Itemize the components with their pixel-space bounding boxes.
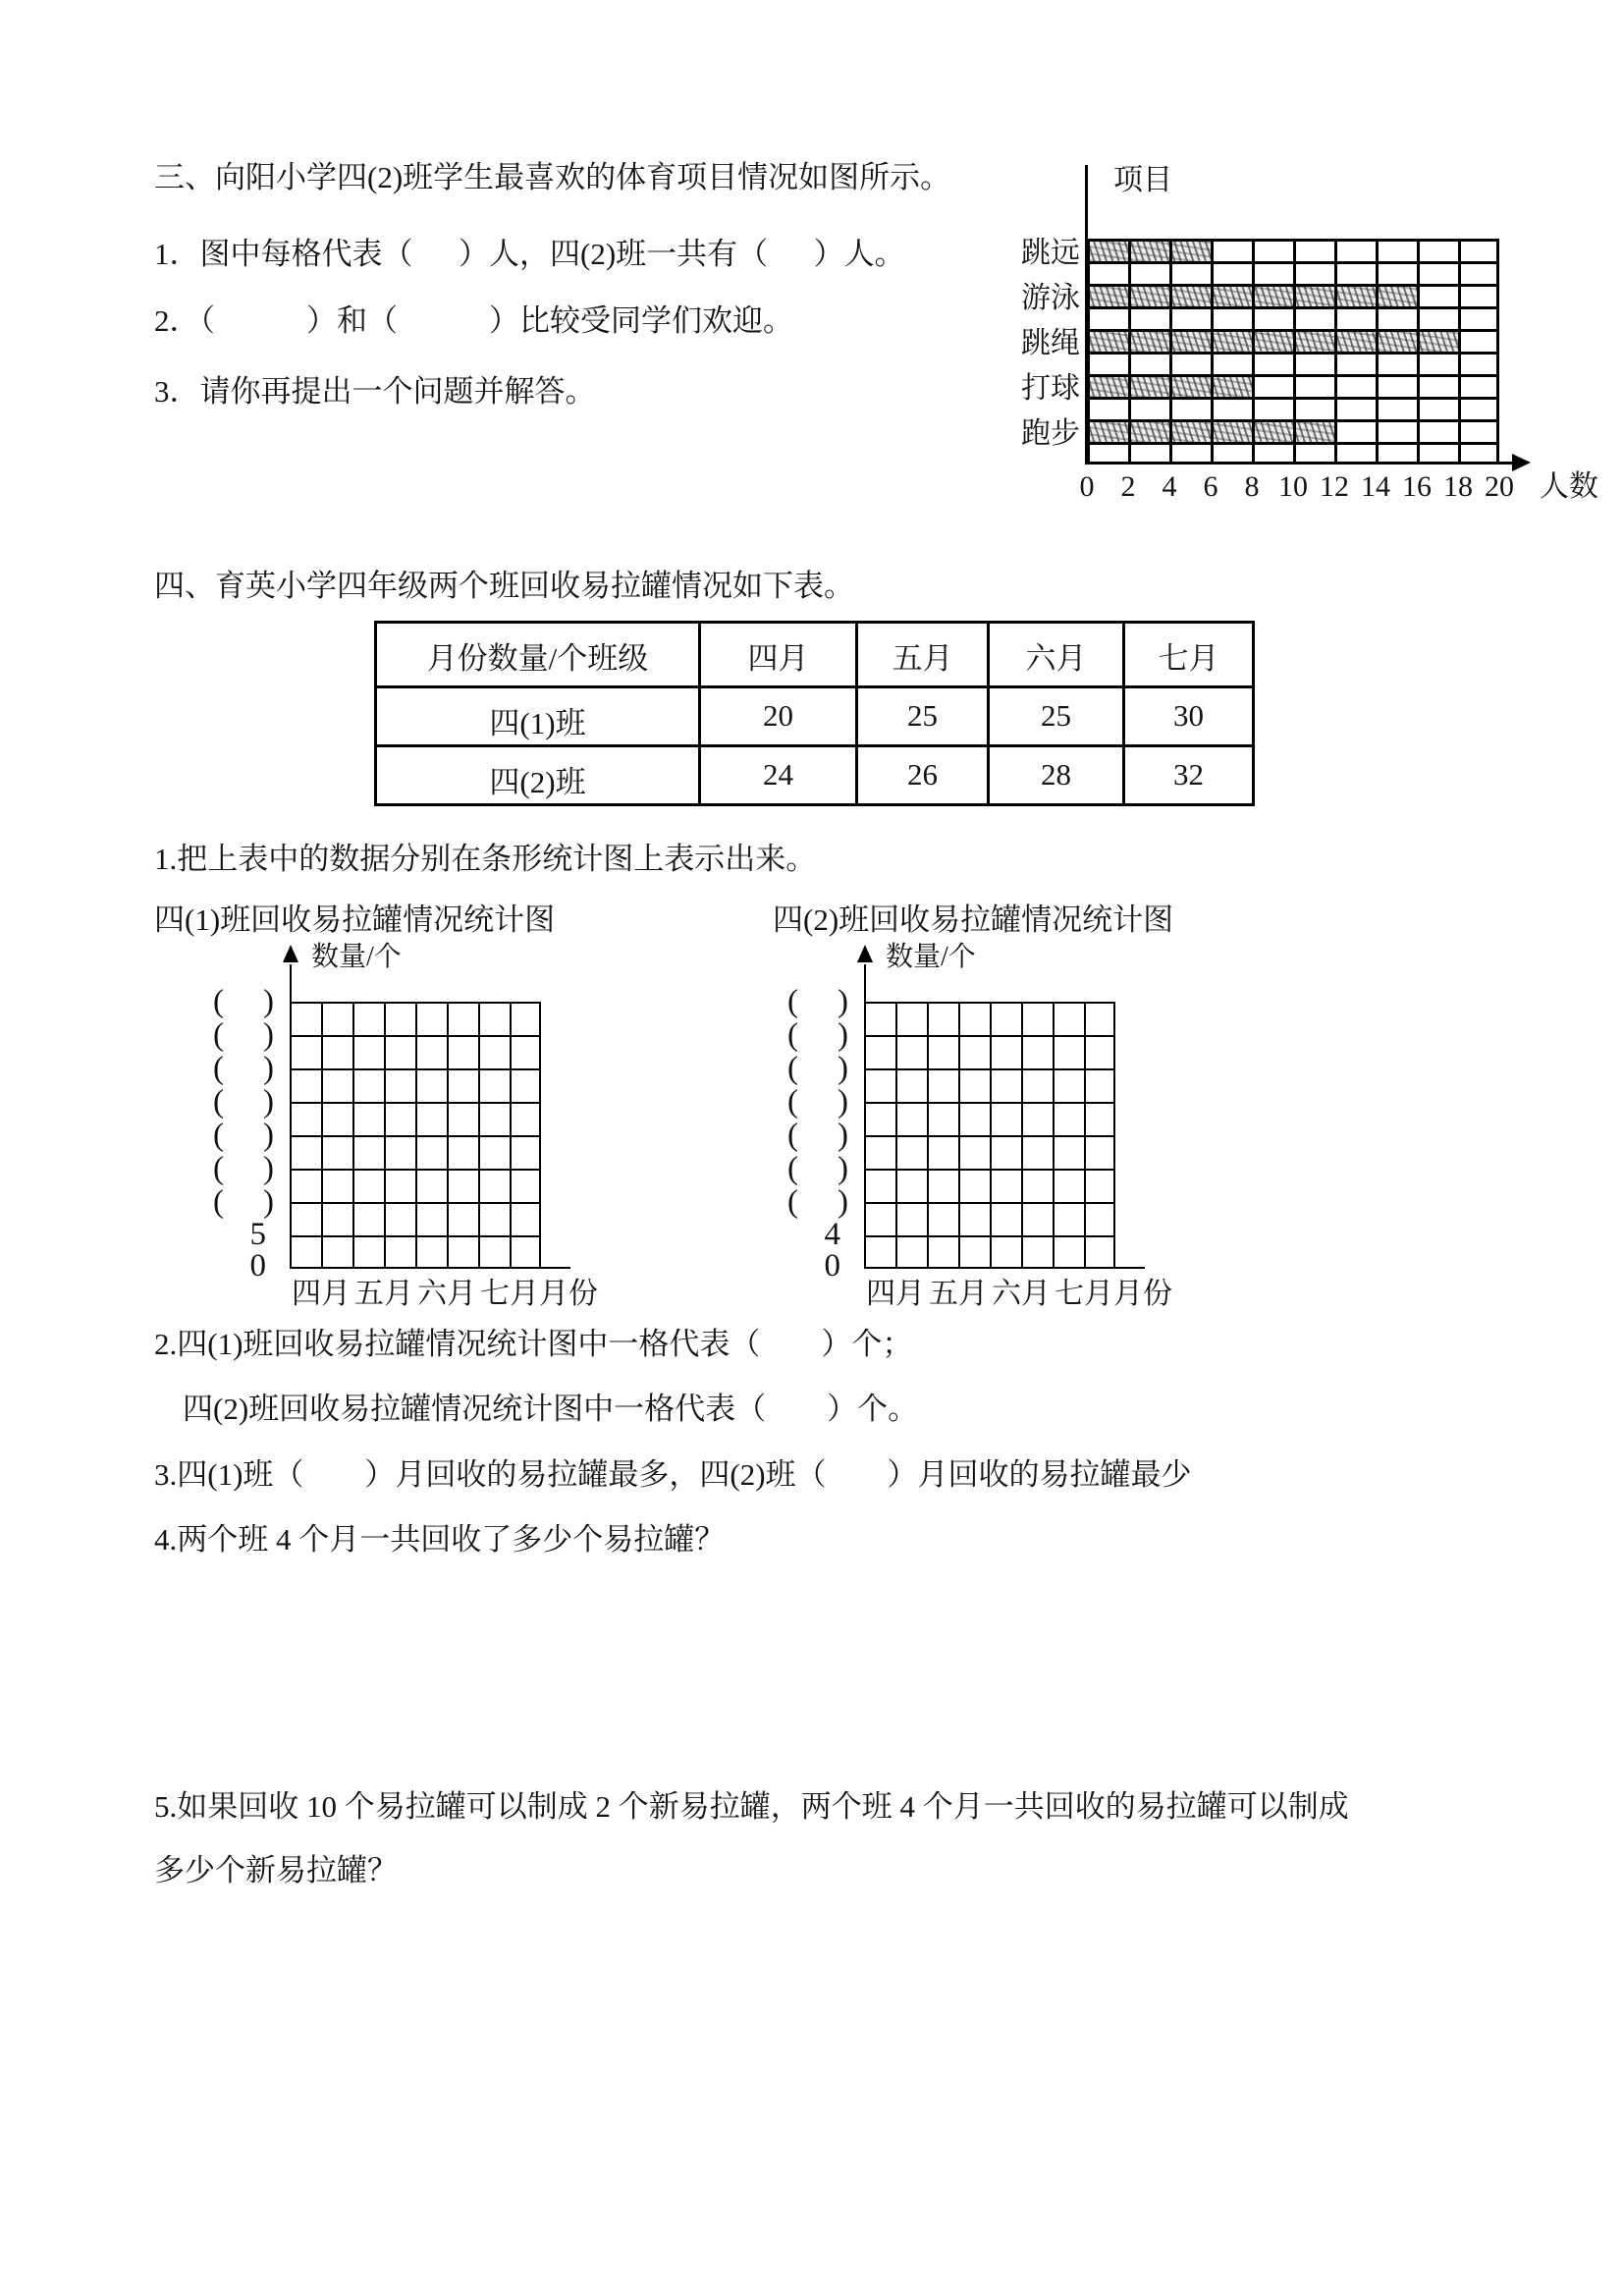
sports-x-tick: 16 <box>1402 470 1432 503</box>
table-cell: 30 <box>1124 687 1254 746</box>
section3-heading: 三、向阳小学四(2)班学生最喜欢的体育项目情况如图所示。 <box>154 160 951 194</box>
section4-heading: 四、育英小学四年级两个班回收易拉罐情况如下表。 <box>154 569 854 603</box>
chart2-y-tick-value: 4 <box>824 1217 840 1252</box>
chart1-y-tick-blank <box>213 984 274 1019</box>
sports-category-label: 跑步 <box>1021 417 1080 450</box>
chart1-y-axis <box>290 964 292 1269</box>
chart2-title: 四(2)班回收易拉罐情况统计图 <box>773 902 1174 937</box>
chart1-y-tick-zero: 0 <box>249 1248 266 1284</box>
chart1-y-tick-blank <box>213 1151 274 1186</box>
paren-close: ) <box>838 1084 848 1120</box>
chart1-grid-lines <box>290 1002 541 1269</box>
chart1-x-axis-label: 月份 <box>539 1278 598 1310</box>
section4-q2b: 四(2)班回收易拉罐情况统计图中一格代表（ ）个。 <box>183 1392 919 1426</box>
paren-close: ) <box>263 1151 274 1186</box>
table-cell: 25 <box>989 687 1124 746</box>
sports-x-tick: 14 <box>1361 470 1390 503</box>
paren-close: ) <box>263 984 274 1019</box>
paren-open: ( <box>787 1017 798 1053</box>
table-header-month: 四月 <box>700 623 857 687</box>
paren-open: ( <box>213 984 224 1019</box>
paren-close: ) <box>263 1051 274 1086</box>
chart2-x-cat-label: 七月 <box>1055 1278 1113 1310</box>
table-header-month: 六月 <box>989 623 1124 687</box>
chart2-x-axis-label: 月份 <box>1113 1278 1172 1310</box>
chart1-x-cat-label: 七月 <box>480 1278 539 1310</box>
paren-close: ) <box>838 1151 848 1186</box>
chart2-x-cat-label: 六月 <box>992 1278 1051 1310</box>
chart1-y-tick-value: 5 <box>249 1217 266 1252</box>
chart1-x-cat-label: 五月 <box>354 1278 413 1310</box>
paren-close: ) <box>838 1184 848 1220</box>
chart1-y-tick-blank <box>213 1017 274 1053</box>
table-cell: 24 <box>700 746 857 805</box>
sports-x-tick: 8 <box>1244 470 1260 503</box>
table-row-label: 四(2)班 <box>376 746 700 805</box>
chart2-y-tick-blank <box>787 1084 848 1120</box>
chart1-x-axis <box>290 1267 570 1269</box>
table-cell: 32 <box>1124 746 1254 805</box>
chart1-y-tick-blank <box>213 1118 274 1153</box>
chart2-y-tick-zero: 0 <box>824 1248 840 1284</box>
paren-open: ( <box>213 1151 224 1186</box>
table-row-label: 四(1)班 <box>376 687 700 746</box>
paren-close: ) <box>838 1051 848 1086</box>
sports-x-tick: 2 <box>1120 470 1136 503</box>
sports-x-tick: 4 <box>1162 470 1177 503</box>
section4-q3: 3.四(1)班（ ）月回收的易拉罐最多，四(2)班（ ）月回收的易拉罐最少 <box>154 1457 1192 1492</box>
sports-x-tick: 10 <box>1278 470 1308 503</box>
chart2-y-axis <box>864 964 866 1269</box>
sports-x-tick: 20 <box>1485 470 1514 503</box>
paren-open: ( <box>787 1184 798 1220</box>
paren-open: ( <box>787 1051 798 1086</box>
table-cell: 26 <box>857 746 989 805</box>
section4-q4: 4.两个班 4 个月一共回收了多少个易拉罐？ <box>154 1522 726 1557</box>
chart1-y-axis-label: 数量/个 <box>311 942 402 972</box>
table-cell: 25 <box>857 687 989 746</box>
chart2-x-cat-label: 四月 <box>866 1278 925 1310</box>
section3-item-1: 1．图中每格代表（ ）人，四(2)班一共有（ ）人。 <box>154 237 905 271</box>
chart2-y-tick-blank <box>787 1118 848 1153</box>
paren-close: ) <box>838 1118 848 1153</box>
chart2-x-cat-label: 五月 <box>929 1278 988 1310</box>
paren-close: ) <box>838 1017 848 1053</box>
paren-close: ) <box>838 984 848 1019</box>
chart2-y-tick-blank <box>787 1017 848 1053</box>
paren-close: ) <box>263 1184 274 1220</box>
chart1-x-cat-label: 四月 <box>292 1278 351 1310</box>
paren-open: ( <box>787 984 798 1019</box>
chart1-y-tick-blank <box>213 1084 274 1120</box>
sports-category-label: 游泳 <box>1021 282 1080 314</box>
chart1-title: 四(1)班回收易拉罐情况统计图 <box>154 902 556 937</box>
chart2-grid-lines <box>864 1002 1115 1269</box>
sports-x-axis-label: 人数 <box>1540 470 1598 503</box>
chart1-y-tick-blank <box>213 1184 274 1220</box>
sports-x-tick: 18 <box>1443 470 1473 503</box>
section3-item-2: 2．（ ）和（ ）比较受同学们欢迎。 <box>154 303 793 338</box>
chart2-x-axis <box>864 1267 1145 1269</box>
paren-open: ( <box>213 1051 224 1086</box>
paren-open: ( <box>213 1017 224 1053</box>
chart2-y-axis-label: 数量/个 <box>886 942 976 972</box>
paren-close: ) <box>263 1118 274 1153</box>
paren-open: ( <box>213 1118 224 1153</box>
section4-q5-line2: 多少个新易拉罐？ <box>154 1853 398 1887</box>
sports-x-tick: 6 <box>1203 470 1218 503</box>
paren-open: ( <box>787 1118 798 1153</box>
sports-x-tick: 0 <box>1079 470 1095 503</box>
chart2-y-tick-blank <box>787 1184 848 1220</box>
chart1-y-axis-arrow-icon <box>283 945 298 962</box>
sports-category-label: 跳绳 <box>1021 327 1080 359</box>
section3-item-3: 3．请你再提出一个问题并解答。 <box>154 374 596 409</box>
table-header-corner: 月份数量/个班级 <box>376 623 700 687</box>
section4-q2a: 2.四(1)班回收易拉罐情况统计图中一格代表（ ）个； <box>154 1327 913 1361</box>
paren-open: ( <box>787 1151 798 1186</box>
section4-q1: 1.把上表中的数据分别在条形统计图上表示出来。 <box>154 842 817 876</box>
table-cell: 20 <box>700 687 857 746</box>
chart2-y-axis-arrow-icon <box>857 945 873 962</box>
section4-q5-line1: 5.如果回收 10 个易拉罐可以制成 2 个新易拉罐，两个班 4 个月一共回收的易拉罐可以制成 <box>154 1789 1349 1824</box>
paren-close: ) <box>263 1017 274 1053</box>
table-cell: 28 <box>989 746 1124 805</box>
paren-open: ( <box>213 1084 224 1120</box>
chart2-y-tick-blank <box>787 984 848 1019</box>
chart2-y-tick-blank <box>787 1151 848 1186</box>
sports-y-axis-label: 项目 <box>1113 164 1172 196</box>
table-header-month: 五月 <box>857 623 989 687</box>
sports-x-tick: 12 <box>1320 470 1349 503</box>
paren-open: ( <box>787 1084 798 1120</box>
chart2-y-tick-blank <box>787 1051 848 1086</box>
chart1-y-tick-blank <box>213 1051 274 1086</box>
table-header-month: 七月 <box>1124 623 1254 687</box>
paren-open: ( <box>213 1184 224 1220</box>
sports-category-label: 跳远 <box>1021 237 1080 269</box>
paren-close: ) <box>263 1084 274 1120</box>
sports-category-label: 打球 <box>1021 372 1080 405</box>
chart1-x-cat-label: 六月 <box>417 1278 476 1310</box>
